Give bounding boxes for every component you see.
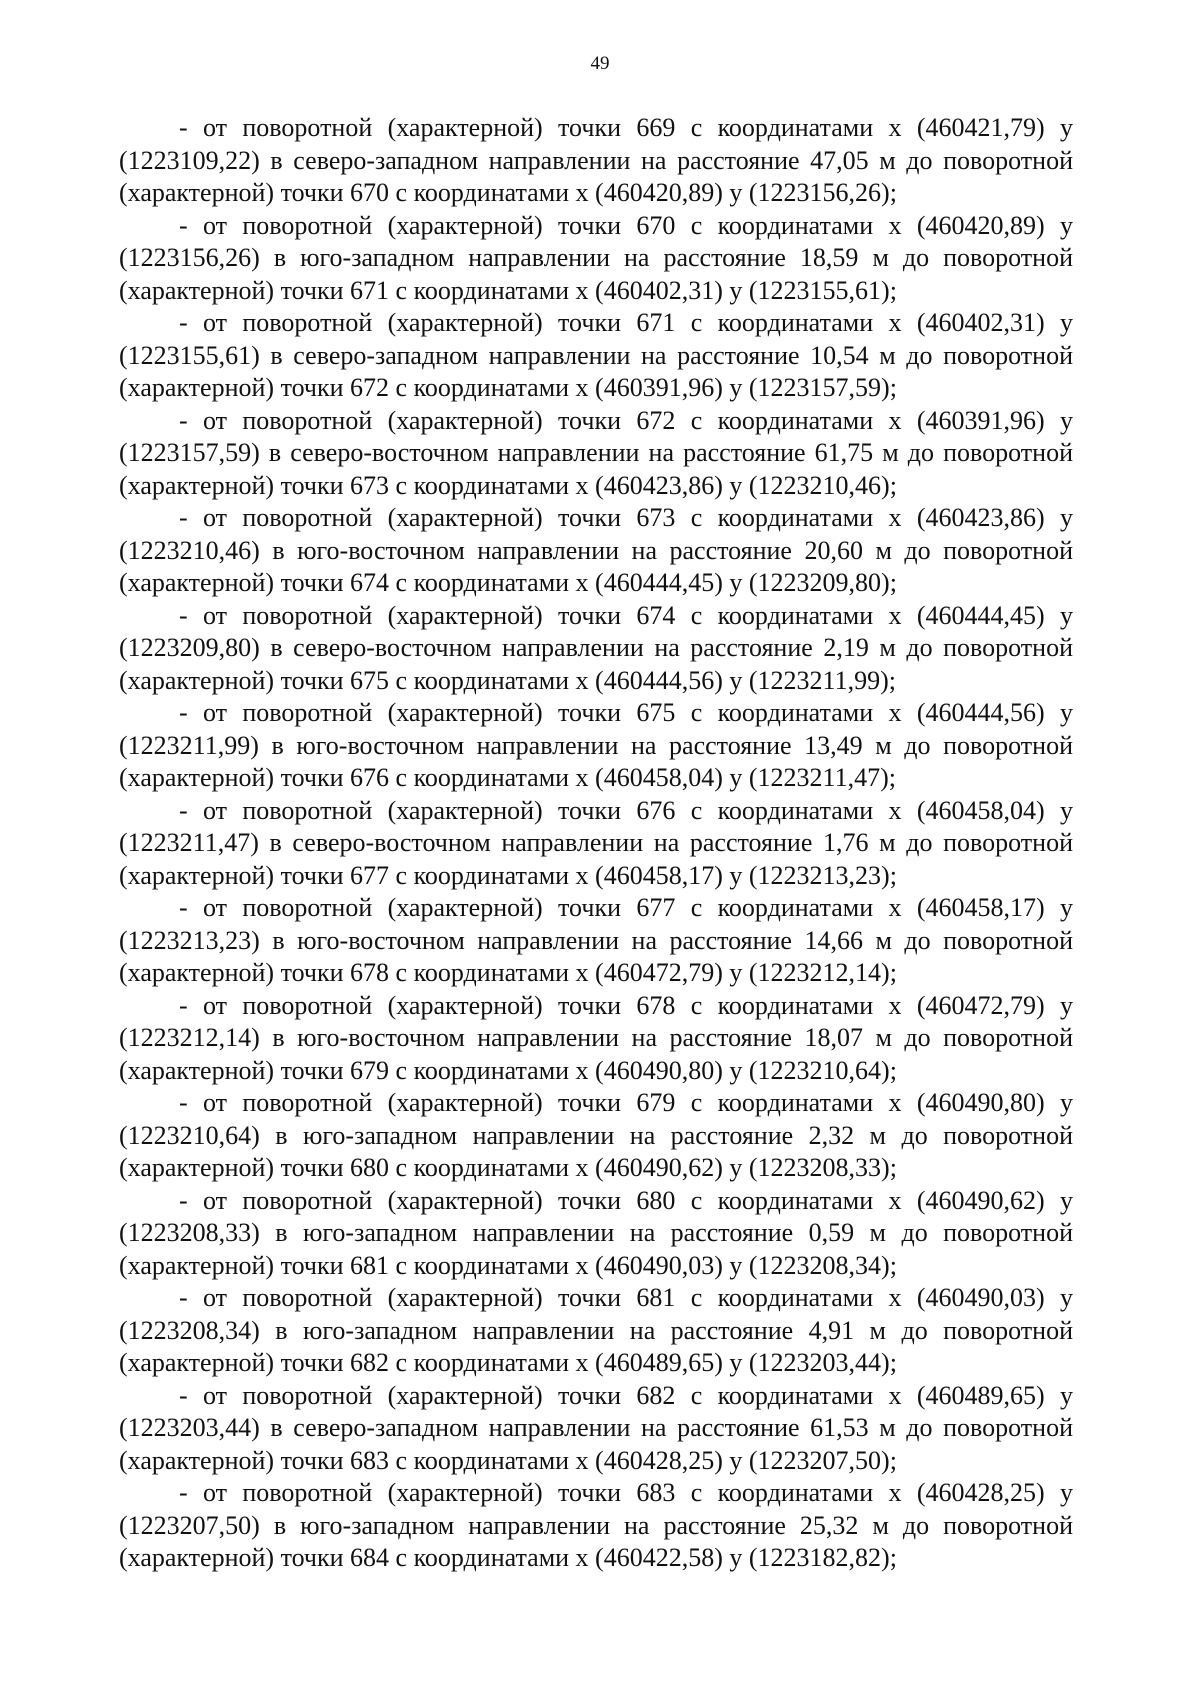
paragraph-segment-677-678: - от поворотной (характерной) точки 677 с координатами х (460458,17) у (1223213,23) в юго-восточном направлении на расстояние 14,66 м до поворотной (характерной) точки 678 с координатами х (460472,79) у (1223212,14);: [119, 893, 1073, 987]
paragraph-segment-673-674: - от поворотной (характерной) точки 673 с координатами х (460423,86) у (1223210,46) в юго-восточном направлении на расстояние 20,60 м до поворотной (характерной) точки 674 с координатами х (460444,45) у (1223209,80);: [119, 503, 1073, 597]
paragraph-segment-683-684: - от поворотной (характерной) точки 683 с координатами х (460428,25) у (1223207,50) в юго-западном направлении на расстояние 25,32 м до поворотной (характерной) точки 684 с координатами х (460422,58) у (1223182,82);: [119, 1478, 1073, 1572]
paragraph-segment-672-673: - от поворотной (характерной) точки 672 с координатами х (460391,96) у (1223157,59) в северо-восточном направлении на расстояние 61,75 м до поворотной (характерной) точки 673 с координатами х (460423,86) у (1223210,46);: [119, 405, 1073, 500]
paragraph-segment-674-675: - от поворотной (характерной) точки 674 с координатами х (460444,45) у (1223209,80) в северо-восточном направлении на расстояние 2,19 м до поворотной (характерной) точки 675 с координатами х (460444,56) у (1223211,99);: [119, 600, 1073, 695]
page-number: 49: [590, 53, 610, 74]
paragraph-segment-681-682: - от поворотной (характерной) точки 681 с координатами х (460490,03) у (1223208,34) в юго-западном направлении на расстояние 4,91 м до поворотной (характерной) точки 682 с координатами х (460489,65) у (1223203,44);: [119, 1283, 1073, 1377]
document-body: [119, 112, 1073, 1575]
paragraph-segment-682-683: - от поворотной (характерной) точки 682 с координатами х (460489,65) у (1223203,44) в северо-западном направлении на расстояние 61,53 м до поворотной (характерной) точки 683 с координатами х (460428,25) у (1223207,50);: [119, 1380, 1073, 1475]
paragraph-segment-669-670: - от поворотной (характерной) точки 669 с координатами х (460421,79) у (1223109,22) в северо-западном направлении на расстояние 47,05 м до поворотной (характерной) точки 670 с координатами х (460420,89) у (1223156,26);: [119, 113, 1073, 207]
paragraph-segment-679-680: - от поворотной (характерной) точки 679 с координатами х (460490,80) у (1223210,64) в юго-западном направлении на расстояние 2,32 м до поворотной (характерной) точки 680 с координатами х (460490,62) у (1223208,33);: [119, 1088, 1073, 1182]
paragraph-segment-675-676: - от поворотной (характерной) точки 675 с координатами х (460444,56) у (1223211,99) в юго-восточном направлении на расстояние 13,49 м до поворотной (характерной) точки 676 с координатами х (460458,04) у (1223211,47);: [119, 698, 1073, 792]
paragraph-segment-676-677: - от поворотной (характерной) точки 676 с координатами х (460458,04) у (1223211,47) в северо-восточном направлении на расстояние 1,76 м до поворотной (характерной) точки 677 с координатами х (460458,17) у (1223213,23);: [119, 795, 1073, 890]
paragraph-segment-671-672: - от поворотной (характерной) точки 671 с координатами х (460402,31) у (1223155,61) в северо-западном направлении на расстояние 10,54 м до поворотной (характерной) точки 672 с координатами х (460391,96) у (1223157,59);: [119, 308, 1073, 402]
paragraph-segment-678-679: - от поворотной (характерной) точки 678 с координатами х (460472,79) у (1223212,14) в юго-восточном направлении на расстояние 18,07 м до поворотной (характерной) точки 679 с координатами х (460490,80) у (1223210,64);: [119, 990, 1073, 1085]
paragraph-segment-670-671: - от поворотной (характерной) точки 670 с координатами х (460420,89) у (1223156,26) в юго-западном направлении на расстояние 18,59 м до поворотной (характерной) точки 671 с координатами х (460402,31) у (1223155,61);: [119, 210, 1073, 305]
paragraph-segment-680-681: - от поворотной (характерной) точки 680 с координатами х (460490,62) у (1223208,33) в юго-западном направлении на расстояние 0,59 м до поворотной (характерной) точки 681 с координатами х (460490,03) у (1223208,34);: [119, 1185, 1073, 1280]
